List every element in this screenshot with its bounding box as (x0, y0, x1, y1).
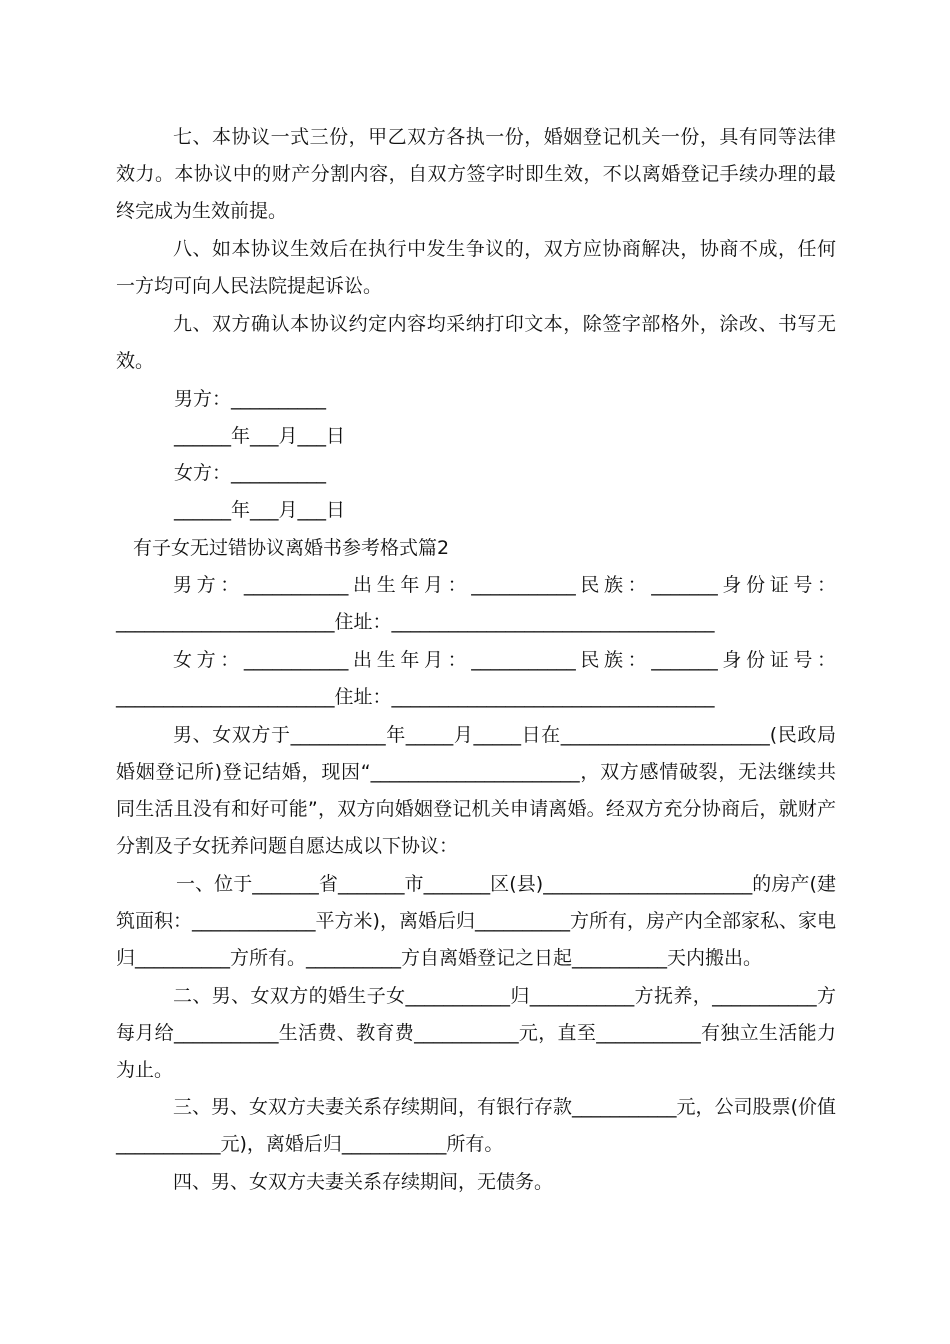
section-heading: 有子女无过错协议离婚书参考格式篇2 (133, 537, 450, 559)
female-signature-line: 女方：__________ (174, 462, 327, 484)
item-4-debts: 四、男、女双方夫妻关系存续期间，无债务。 (173, 1171, 554, 1193)
male-info: 男方：___________出生年月：___________民族：_______身份证号：_______________________住址：__________________________________ (116, 574, 836, 633)
clause-7: 七、本协议一式三份，甲乙双方各执一份，婚姻登记机关一份，具有同等法律效力。本协议中的财产分割内容，自双方签字时即生效，不以离婚登记手续办理的最终完成为生效前提。 (116, 126, 836, 222)
clause-9: 九、双方确认本协议约定内容均采纳打印文本，除签字部格外，涂改、书写无效。 (116, 313, 836, 372)
marriage-intro: 男、女双方于__________年_____月_____日在______________________(民政局婚姻登记所)登记结婚，现因“______________________，双方感情破裂，无法继续共同生活且没有和好可能”，双方向婚姻登记机关申请离婚。经双方充分协商后，就财产分割及子女抚养问题自愿达成以下协议： (116, 724, 836, 857)
clause-8: 八、如本协议生效后在执行中发生争议的，双方应协商解决，协商不成，任何一方均可向人民法院提起诉讼。 (116, 238, 836, 297)
female-info: 女方：___________出生年月：___________民族：_______身份证号：_______________________住址：__________________________________ (116, 649, 836, 708)
female-signature-date: ______年___月___日 (174, 499, 346, 521)
item-2-custody: 二、男、女双方的婚生子女___________归___________方抚养，___________方每月给___________生活费、教育费___________元，直至___________有独立生活能力为止。 (116, 985, 836, 1081)
male-signature-date: ______年___月___日 (174, 425, 346, 447)
item-3-savings: 三、男、女双方夫妻关系存续期间，有银行存款___________元，公司股票(价值___________元)，离婚后归___________所有。 (116, 1096, 836, 1155)
male-signature-line: 男方：__________ (174, 388, 327, 410)
item-1-property: 一、位于_______省_______市_______区(县)______________________的房产(建筑面积：_____________平方米)，离婚后归__________方所有，房产内全部家私、家电归__________方所有。__________方自离婚登记之日起__________天内搬出。 (116, 873, 836, 969)
